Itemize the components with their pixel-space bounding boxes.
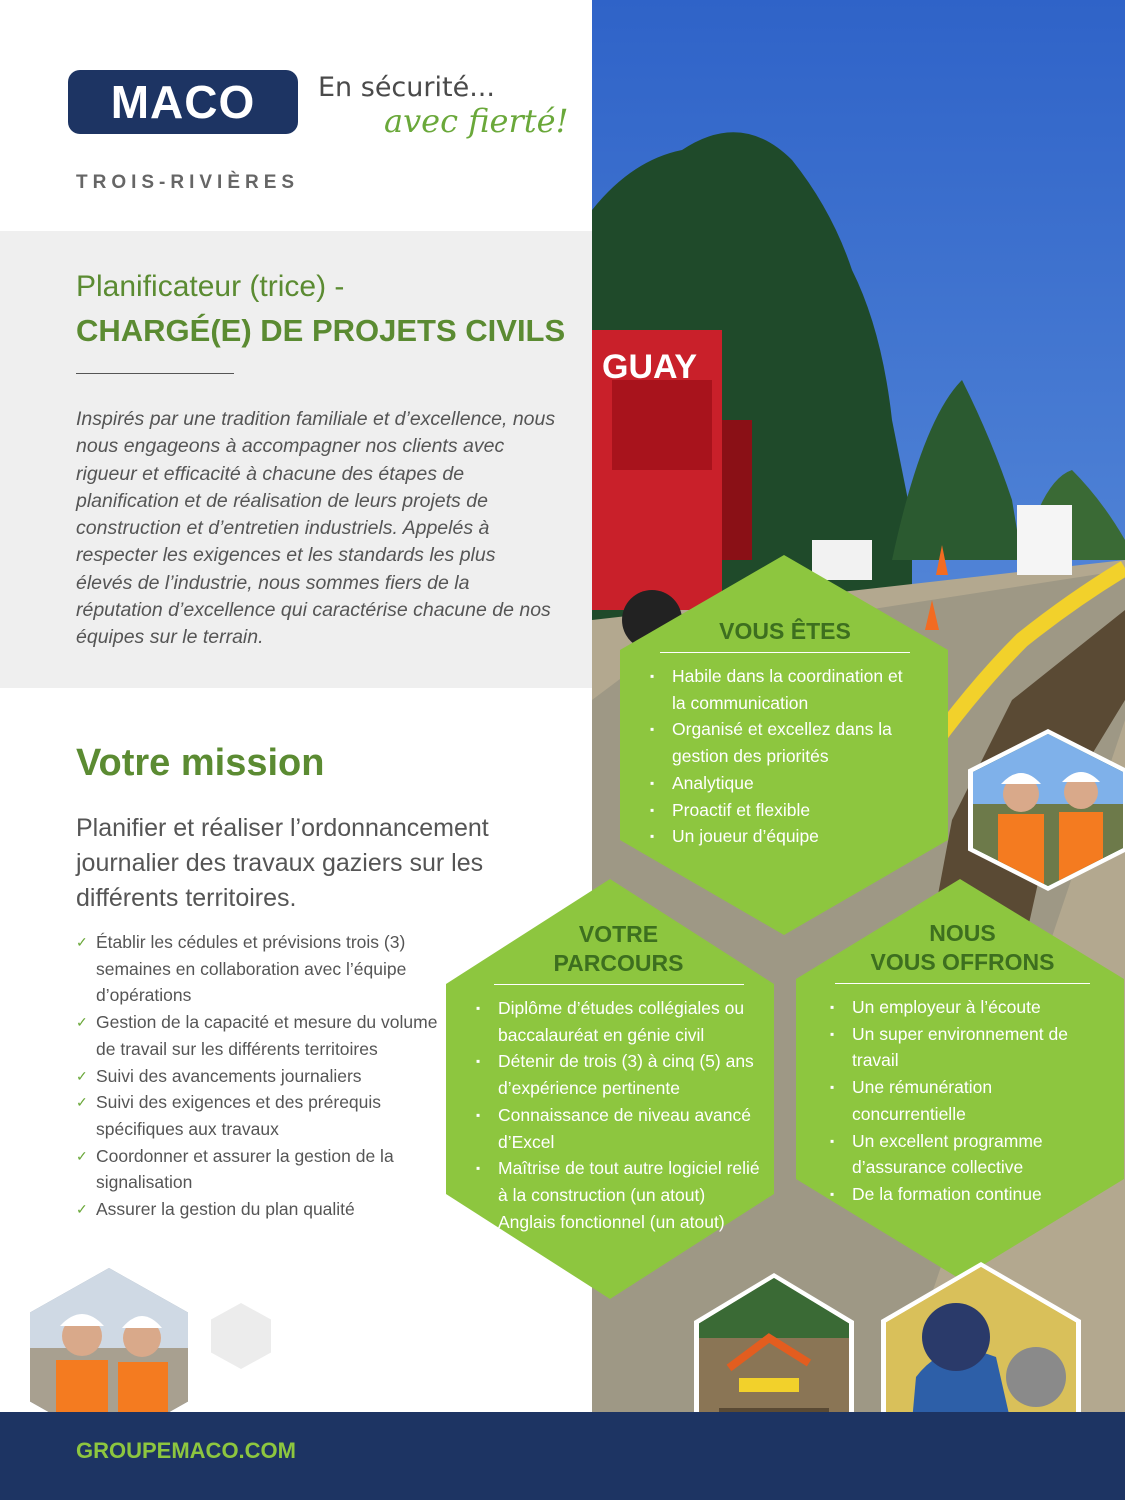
list-item: ▪ Habile dans la coordination et la communication: [650, 663, 920, 716]
city-label: TROIS-RIVIÈRES: [76, 172, 300, 193]
tagline-line1: En sécurité...: [318, 72, 495, 103]
truck-sign: GUAY: [602, 348, 698, 386]
website-link[interactable]: GROUPEMACO.COM: [76, 1438, 296, 1463]
title-divider: [76, 373, 234, 374]
list-item-text: Suivi des exigences et des prérequis spécifiques aux travaux: [96, 1092, 382, 1139]
vous-etes-list: [650, 663, 920, 850]
list-item: [76, 1143, 446, 1196]
list-item: ▪ Détenir de trois (3) à cinq (5) ans d’expérience pertinente: [476, 1048, 761, 1101]
vous-etes-title: VOUS ÊTES: [719, 618, 851, 644]
list-item: [76, 1196, 446, 1223]
offrons-list: [830, 994, 1095, 1208]
list-item: ▪ Un employeur à l’écoute: [830, 994, 1095, 1021]
mission-list: [76, 929, 446, 1223]
list-item-text: Coordonner et assurer la gestion de la signalisation: [96, 1145, 394, 1193]
list-item: ▪ Un joueur d’équipe: [650, 823, 920, 850]
vous-etes-content: [650, 617, 920, 850]
vous-etes-divider: [660, 652, 910, 653]
list-item: [76, 1063, 446, 1090]
list-item: ▪ Un excellent programme d’assurance collective: [830, 1128, 1095, 1181]
list-item: ▪ Connaissance de niveau avancé d’Excel: [476, 1102, 761, 1155]
parcours-content: [476, 920, 761, 1235]
list-item: ▪ Anglais fonctionnel (un atout): [476, 1209, 761, 1236]
list-item-text: Gestion de la capacité et mesure du volume de travail sur les différents territoires: [96, 1012, 438, 1059]
decorative-hexagon: [211, 1303, 271, 1369]
list-item: ▪ Diplôme d’études collégiales ou baccalauréat en génie civil: [476, 995, 761, 1048]
tagline-line2: avec fierté!: [384, 102, 569, 140]
check-icon: ✓: [76, 1067, 88, 1084]
check-icon: ✓: [76, 934, 88, 950]
list-item: ▪ Maîtrise de tout autre logiciel relié à la construction (un atout): [476, 1155, 761, 1208]
list-item: [76, 929, 446, 1009]
logo-text: MACO: [110, 76, 256, 128]
job-title-line1: Planificateur (trice) -: [76, 270, 345, 303]
list-item: ▪ Proactif et flexible: [650, 797, 920, 824]
offrons-title-line1: NOUS: [929, 920, 996, 946]
offrons-content: [830, 919, 1095, 1208]
list-item-text: Assurer la gestion du plan qualité: [96, 1199, 355, 1220]
job-title-line2: CHARGÉ(E) DE PROJETS CIVILS: [76, 313, 566, 348]
maco-logo: [68, 70, 298, 134]
mission-lead: Planifier et réaliser l’ordonnancement journalier des travaux gaziers sur les différents territoires.: [76, 814, 489, 912]
check-icon: ✓: [76, 1147, 88, 1164]
list-item: ▪ Une rémunération concurrentielle: [830, 1074, 1095, 1127]
offrons-title-line2: VOUS OFFRONS: [870, 949, 1055, 975]
parcours-list: [476, 995, 761, 1235]
list-item: ▪ Organisé et excellez dans la gestion des priorités: [650, 716, 920, 769]
check-icon: ✓: [76, 1014, 88, 1031]
check-icon: ✓: [76, 1201, 88, 1218]
intro-paragraph: Inspirés par une tradition familiale et d’excellence, nous nous engageons à accompagner nos clients avec rigueur et efficacité à chacune des étapes de planification et de réalisation de leurs projets de construction et d’entretien industriels. Appelés à respecter les exigences et les standards les plus élevés de l’industrie, nous sommes fiers de la réputation d’excellence qui caractérise chacune de nos équipes sur le terrain.: [76, 408, 556, 649]
parcours-title-line1: VOTRE: [578, 921, 659, 947]
list-item: ▪ Un super environnement de travail: [830, 1021, 1095, 1074]
list-item: [76, 1009, 446, 1062]
list-item: ▪ Analytique: [650, 770, 920, 797]
list-item: [76, 1089, 446, 1142]
parcours-title-line2: PARCOURS: [553, 950, 684, 976]
mission-title: Votre mission: [76, 742, 325, 784]
check-icon: ✓: [76, 1094, 88, 1111]
parcours-divider: [494, 984, 744, 985]
list-item-text: Établir les cédules et prévisions trois (3) semaines en collaboration avec l’équipe d’opérations: [96, 932, 407, 1006]
list-item: ▪ De la formation continue: [830, 1181, 1095, 1208]
list-item-text: Suivi des avancements journaliers: [96, 1065, 362, 1086]
offrons-divider: [835, 983, 1090, 984]
